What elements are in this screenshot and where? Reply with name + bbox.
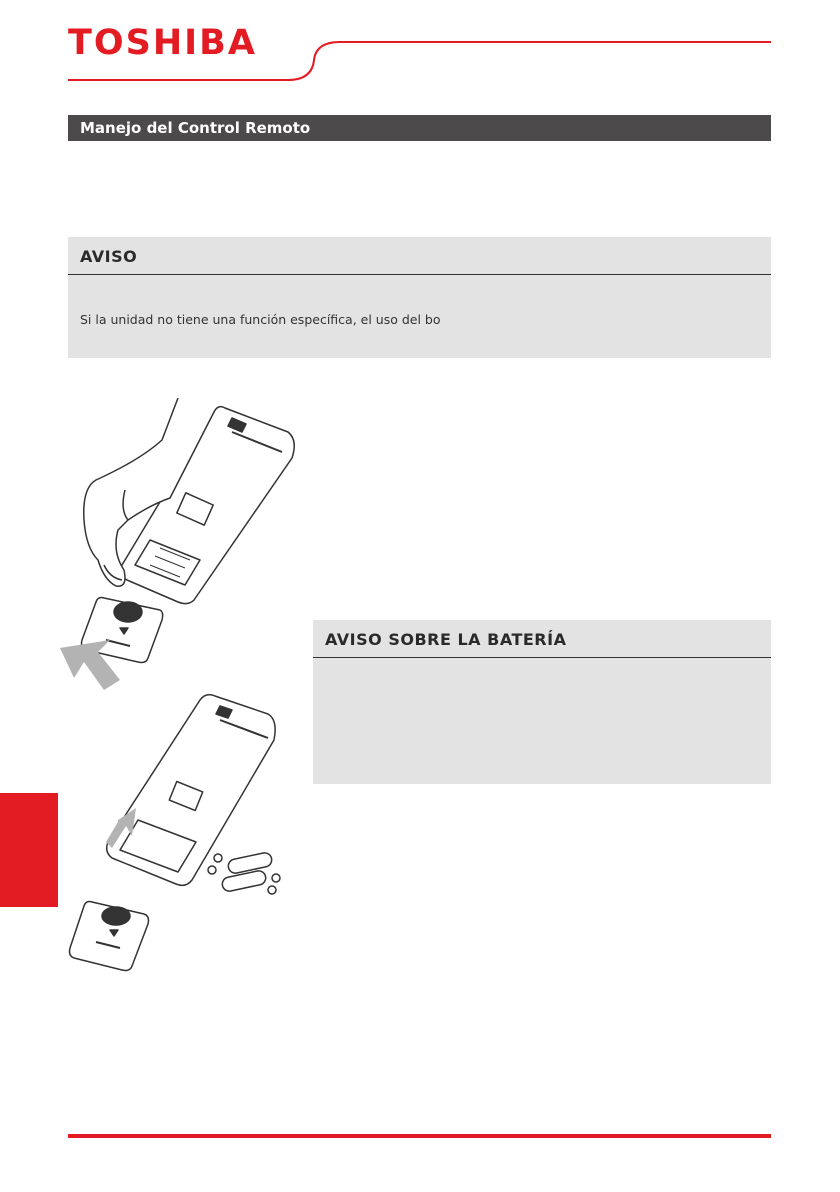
brand-logo: TOSHIBA bbox=[68, 23, 257, 63]
side-tab bbox=[0, 793, 58, 907]
section-title: Manejo del Control Remoto bbox=[80, 119, 311, 137]
battery bbox=[227, 852, 273, 875]
battery bbox=[221, 870, 267, 893]
notice-body: Si la unidad no tiene una función específica, el uso del bo bbox=[80, 312, 441, 327]
notice-title: AVISO bbox=[80, 247, 138, 266]
battery-notice-title: AVISO SOBRE LA BATERÍA bbox=[325, 630, 567, 649]
footer-rule bbox=[68, 1134, 771, 1138]
